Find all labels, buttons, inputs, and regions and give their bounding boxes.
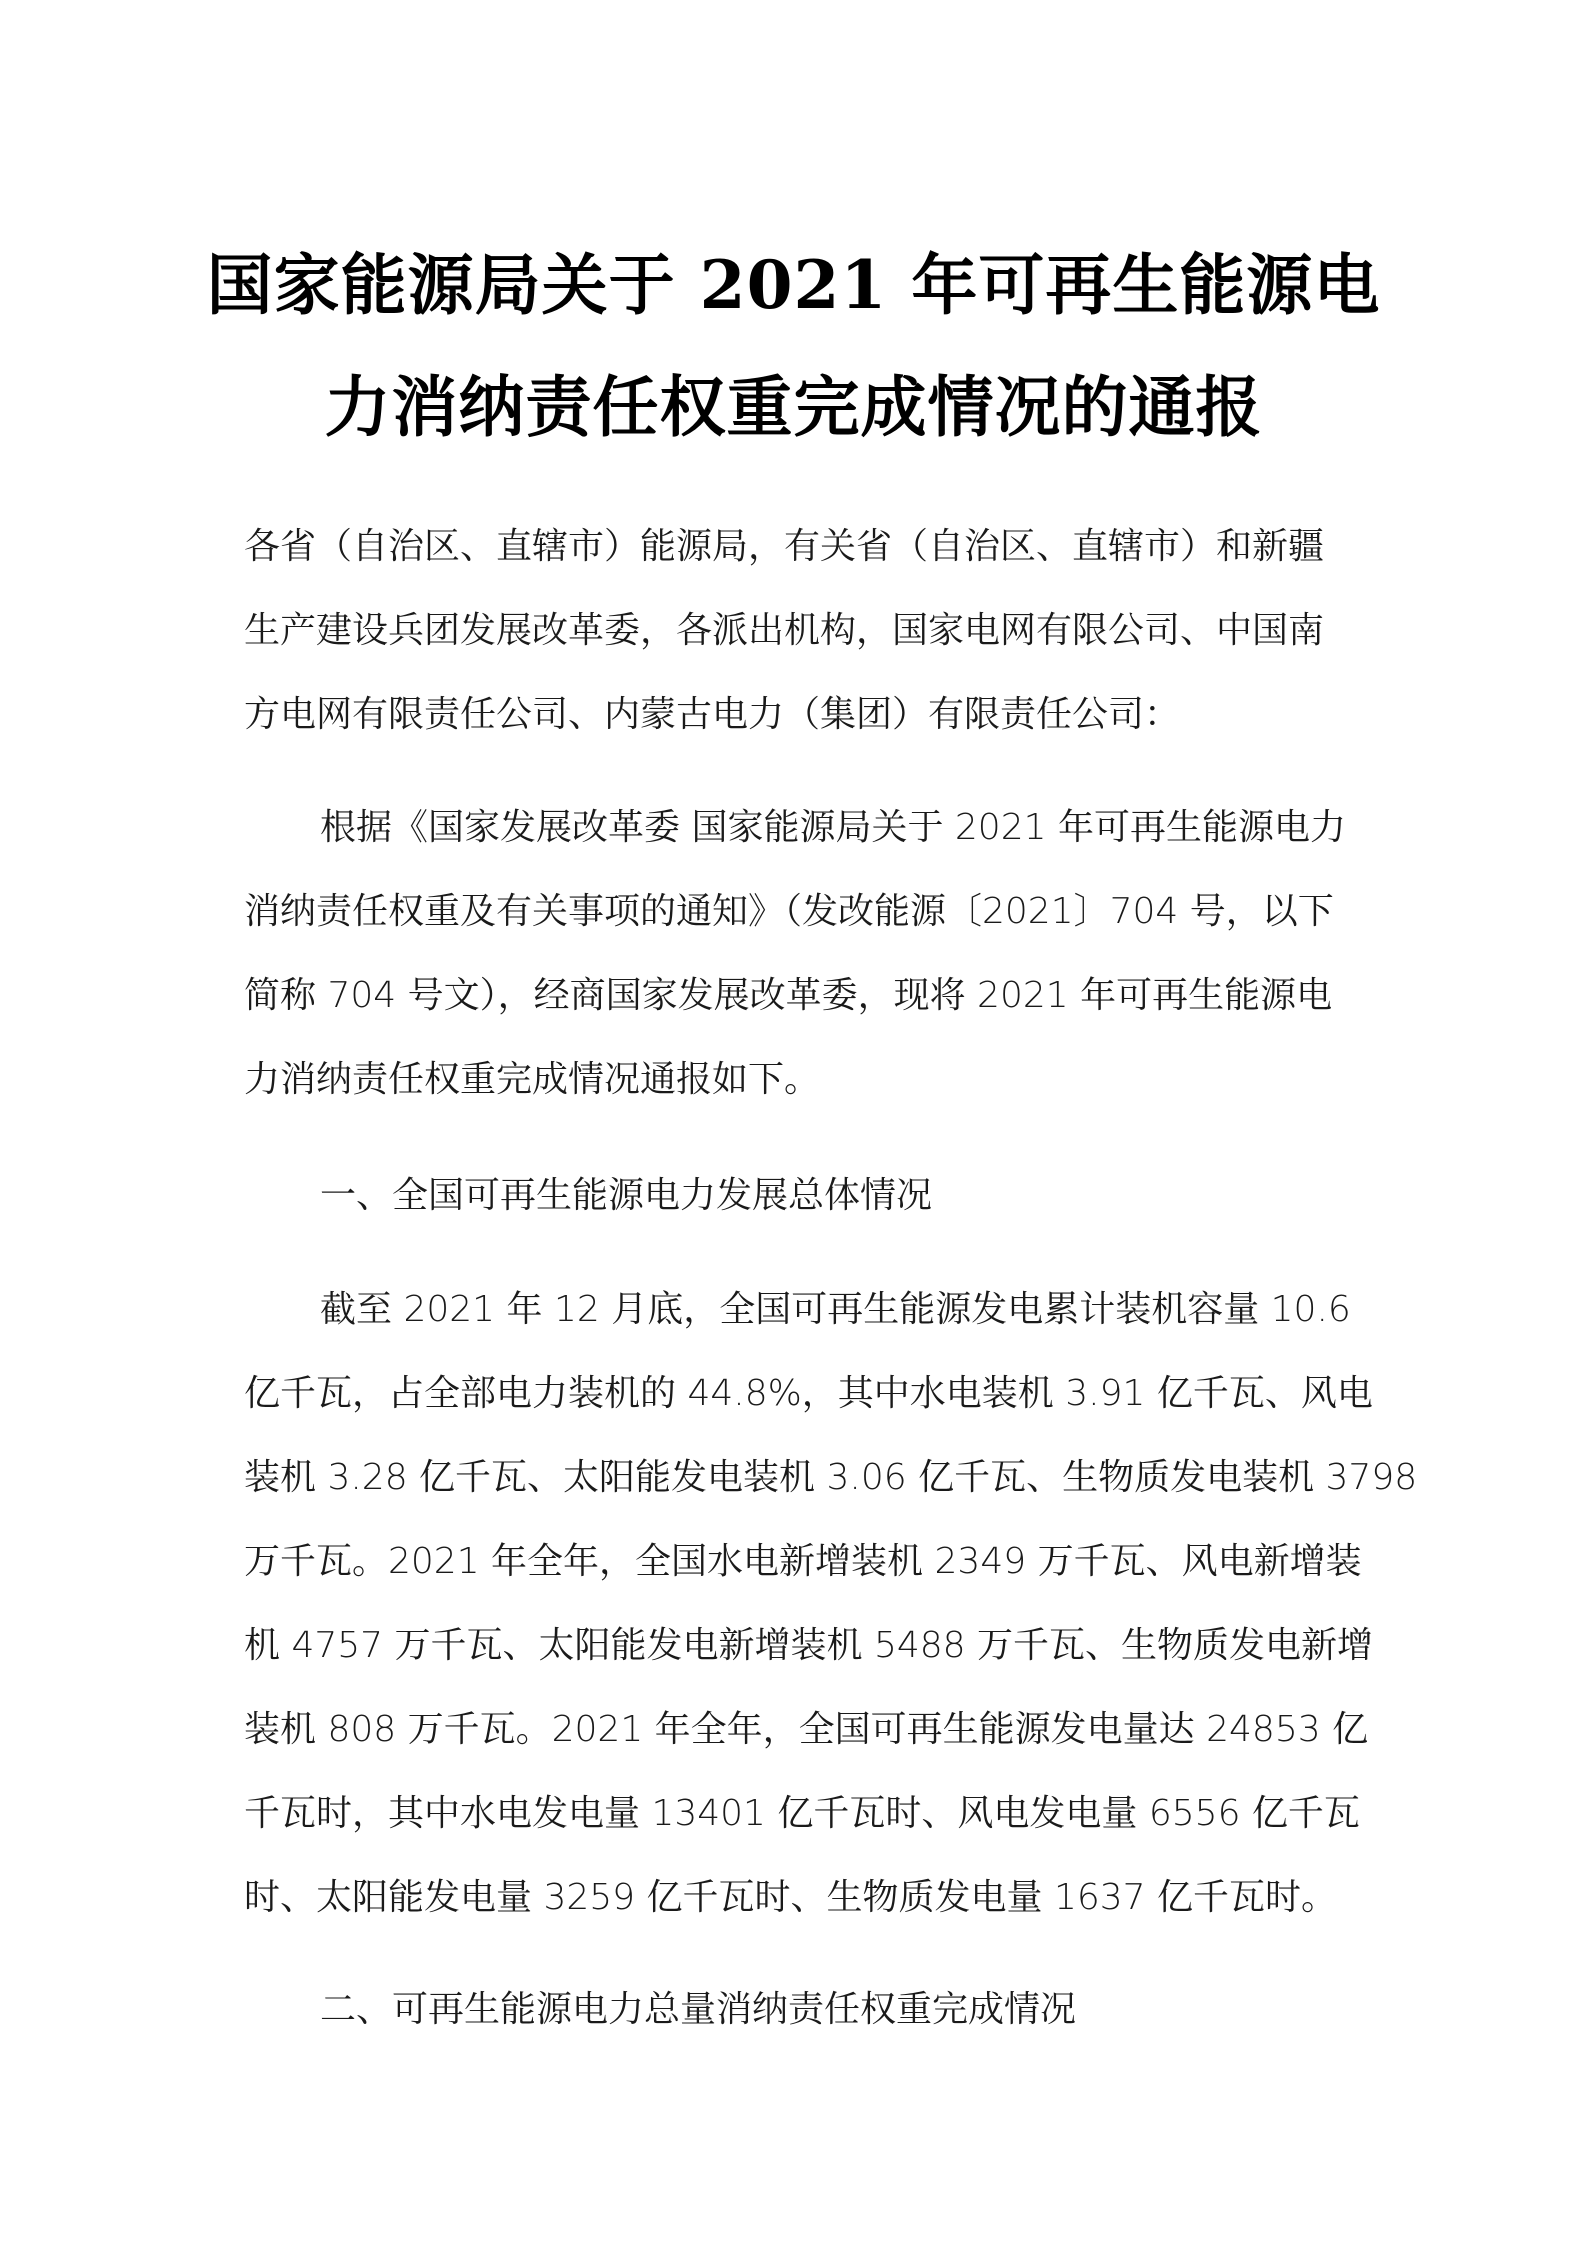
- statistics-line: 万千瓦。2021 年全年，全国水电新增装机 2349 万千瓦、风电新增装: [244, 1541, 1362, 1582]
- addressee-paragraph: [244, 505, 1354, 757]
- addressee-line: 方电网有限责任公司、内蒙古电力（集团）有限责任公司：: [244, 694, 1181, 735]
- section-heading-text: 一、全国可再生能源电力发展总体情况: [320, 1175, 933, 1216]
- addressee-line: 各省（自治区、直辖市）能源局，有关省（自治区、直辖市）和新疆: [244, 526, 1325, 567]
- document-title-line-2: 力消纳责任权重完成情况的通报: [324, 368, 1263, 446]
- section-heading-2: [244, 1968, 1354, 2052]
- statistics-line: 装机 3.28 亿千瓦、太阳能发电装机 3.06 亿千瓦、生物质发电装机 3798: [244, 1457, 1418, 1498]
- statistics-line: 千瓦时，其中水电发电量 13401 亿千瓦时、风电发电量 6556 亿千瓦: [244, 1793, 1360, 1834]
- basis-line: 力消纳责任权重完成情况通报如下。: [244, 1059, 821, 1100]
- statistics-line: 亿千瓦，占全部电力装机的 44.8%，其中水电装机 3.91 亿千瓦、风电: [244, 1373, 1373, 1414]
- addressee-line: 生产建设兵团发展改革委，各派出机构，国家电网有限公司、中国南: [244, 610, 1325, 651]
- section-heading-1: [244, 1154, 1354, 1238]
- basis-paragraph: [244, 786, 1354, 1122]
- statistics-line: 机 4757 万千瓦、太阳能发电新增装机 5488 万千瓦、生物质发电新增: [244, 1625, 1374, 1666]
- basis-line: 简称 704 号文），经商国家发展改革委，现将 2021 年可再生能源电: [244, 975, 1333, 1016]
- statistics-line: 截至 2021 年 12 月底，全国可再生能源发电累计装机容量 10.6: [320, 1289, 1351, 1330]
- statistics-paragraph: [244, 1268, 1418, 1940]
- section-heading-text: 二、可再生能源电力总量消纳责任权重完成情况: [320, 1989, 1077, 2030]
- statistics-line: 装机 808 万千瓦。2021 年全年，全国可再生能源发电量达 24853 亿: [244, 1709, 1369, 1750]
- statistics-line: 时、太阳能发电量 3259 亿千瓦时、生物质发电量 1637 亿千瓦时。: [244, 1877, 1338, 1918]
- basis-line: 消纳责任权重及有关事项的通知》（发改能源〔2021〕704 号，以下: [244, 891, 1334, 932]
- basis-line: 根据《国家发展改革委 国家能源局关于 2021 年可再生能源电力: [320, 807, 1346, 848]
- document-title-line-1: 国家能源局关于 2021 年可再生能源电: [206, 246, 1381, 324]
